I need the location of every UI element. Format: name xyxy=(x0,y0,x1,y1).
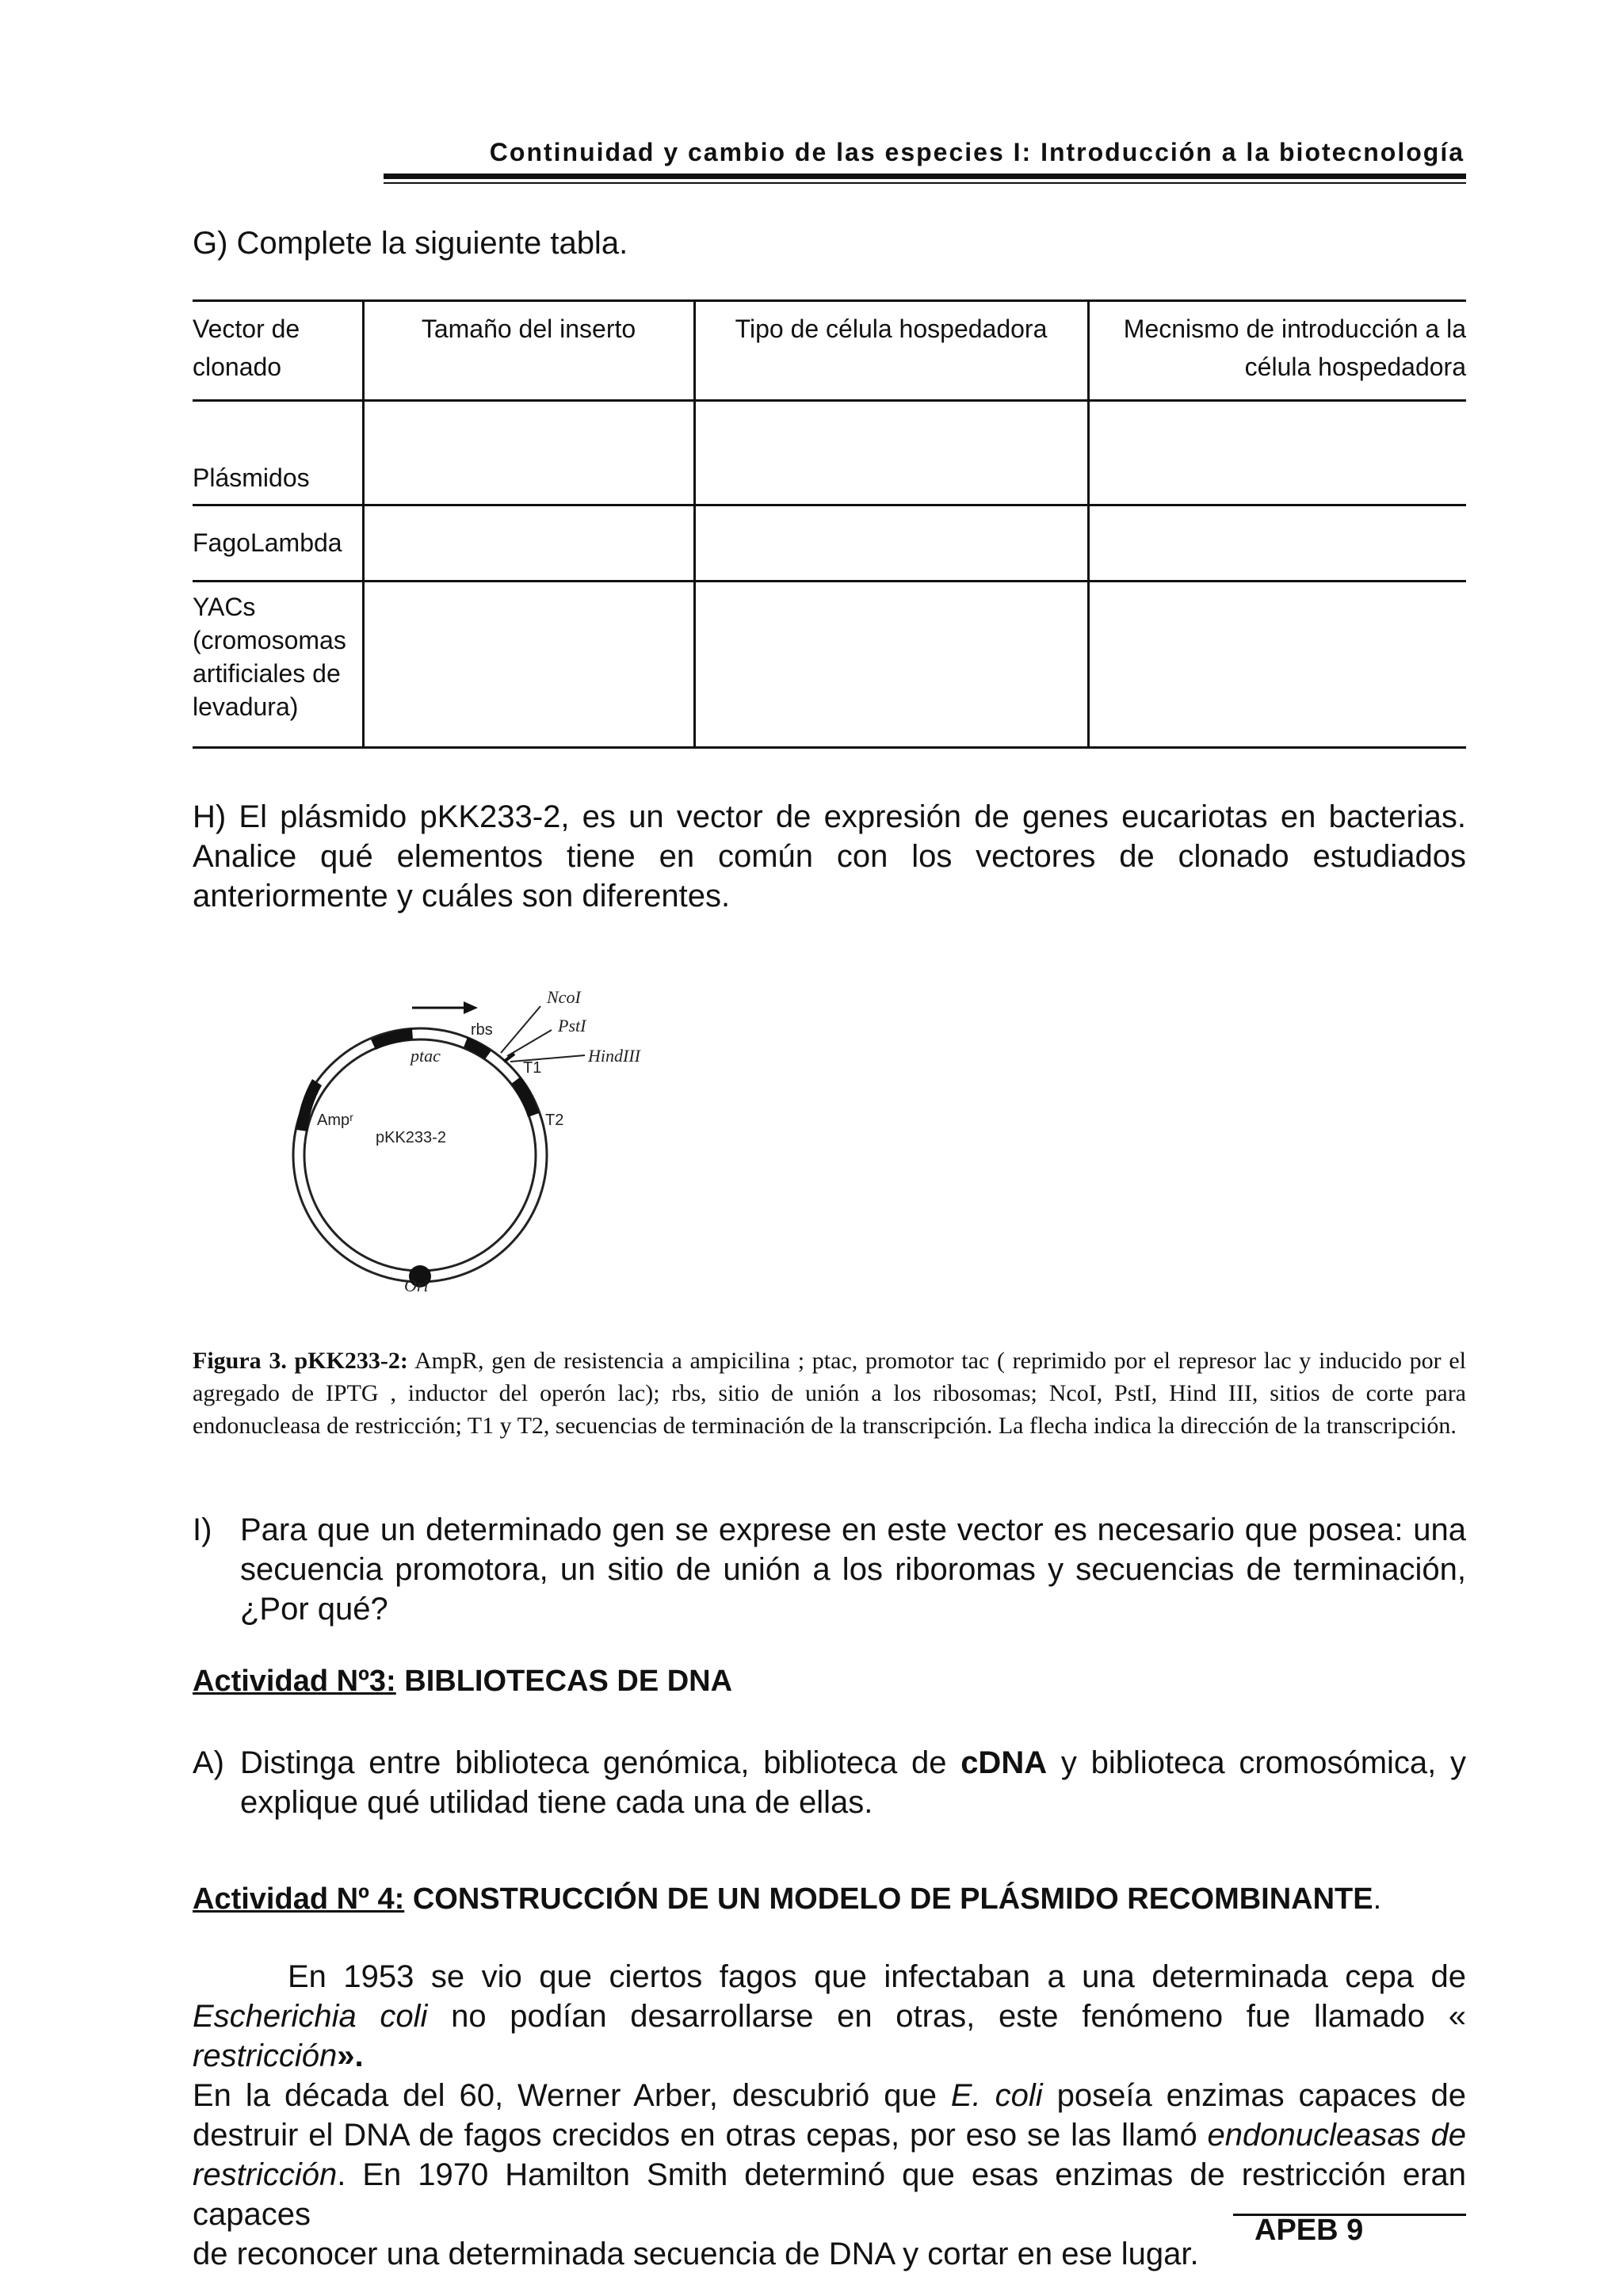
psti-label: PstI xyxy=(558,1016,586,1035)
activity3-heading xyxy=(193,1665,732,1699)
table-cell[interactable] xyxy=(1088,505,1466,582)
ncoi-line xyxy=(501,1006,540,1053)
row-label-yacs: YACs (cromosomas artificiales de levadura) xyxy=(193,582,363,748)
caption-label: Figura 3. pKK233-2: xyxy=(193,1348,408,1374)
activity4-label: Actividad Nº 4: xyxy=(193,1882,405,1916)
hindiii-line xyxy=(510,1055,585,1062)
row-label-phage-lambda: FagoLambda xyxy=(193,505,363,582)
plasmid-inner-circle xyxy=(304,1039,536,1271)
col-header-insert-size: Tamaño del inserto xyxy=(363,301,694,401)
ampr-label: Ampʳ xyxy=(317,1112,353,1129)
activity3-question: Distinga entre biblioteca genómica, biblioteca de cDNA y biblioteca cromosómica, y explique qué utilidad tiene cada una de ellas. xyxy=(240,1745,1467,1820)
ptac-label: ptac xyxy=(411,1046,441,1066)
activity3-title: BIBLIOTECAS DE DNA xyxy=(395,1665,733,1698)
plasmid-outer-circle xyxy=(293,1028,547,1282)
header-rule-thin xyxy=(384,182,1466,184)
table-row xyxy=(193,505,1466,582)
table-header-row xyxy=(193,301,1466,401)
hindiii-label: HindIII xyxy=(588,1046,640,1066)
plasmid-map-figure xyxy=(285,974,666,1295)
ncoi-label: NcoI xyxy=(547,987,581,1007)
table-cell[interactable] xyxy=(363,582,694,748)
para-line: destruir el DNA de fagos crecidos en otras cepas, por eso se las llamó endonucleasas de xyxy=(193,2118,1466,2153)
t1-label: T1 xyxy=(523,1059,542,1077)
para-line: En 1953 se vio que ciertos fagos que infectaban a una determinada cepa de xyxy=(288,1959,1466,1994)
table-cell[interactable] xyxy=(363,401,694,505)
table-cell[interactable] xyxy=(1088,582,1466,748)
para-line: restricción. En 1970 Hamilton Smith determinó que esas enzimas de restricción eran capaces xyxy=(193,2157,1466,2232)
para-line: En la década del 60, Werner Arber, descubrió que E. coli poseía enzimas capaces de xyxy=(193,2078,1466,2113)
col-header-host-cell: Tipo de célula hospedadora xyxy=(694,301,1088,401)
page-number: APEB 9 xyxy=(1254,2214,1364,2247)
activity3-label: Actividad Nº3: xyxy=(193,1665,396,1698)
section-h-text: H) El plásmido pKK233-2, es un vector de expresión de genes eucariotas en bacterias. Analice qué elementos tiene en común con los vectores de clonado estudiados anteriormente y cuáles son diferentes. xyxy=(193,799,1466,913)
psti-line xyxy=(507,1030,552,1056)
table-row xyxy=(193,582,1466,748)
col-header-mechanism: Mecnismo de introducción a la célula hospedadora xyxy=(1088,301,1466,401)
activity4-title: CONSTRUCCIÓN DE UN MODELO DE PLÁSMIDO RECOMBINANTE xyxy=(404,1882,1373,1916)
table-row xyxy=(193,401,1466,505)
cdna-bold: cDNA xyxy=(960,1745,1048,1780)
para-line: de reconocer una determinada secuencia de DNA y cortar en ese lugar. xyxy=(193,2237,1199,2271)
activity3-marker: A) xyxy=(193,1745,224,1780)
table-cell[interactable] xyxy=(694,401,1088,505)
para-line: Escherichia coli no podían desarrollarse en otras, este fenómeno fue llamado « restricción». xyxy=(193,1999,1467,2073)
table-cell[interactable] xyxy=(694,582,1088,748)
vector-table xyxy=(193,299,1466,749)
row-label-plasmids: Plásmidos xyxy=(193,401,363,505)
t2-label: T2 xyxy=(545,1112,564,1129)
section-i-marker: I) xyxy=(193,1512,212,1547)
table-cell[interactable] xyxy=(363,505,694,582)
plasmid-name-label: pKK233-2 xyxy=(376,1129,446,1146)
caption-text: AmpR, gen de resistencia a ampicilina ; ptac, promotor tac ( reprimido por el represor lac y inducido por el agregado de IPTG , inductor del operón lac); rbs, sitio de unión a los ribosomas; NcoI, PstI, Hind III, sitios de corte para endonucleasa de restricción; T1 y T2, secuencias de terminación de la transcripción. La flecha indica la dirección de la transcripción. xyxy=(193,1348,1466,1439)
figure-caption xyxy=(193,1344,1466,1442)
section-g-title: G) Complete la siguiente tabla. xyxy=(193,226,628,261)
header-rule-thick xyxy=(384,174,1466,179)
activity4-heading: Actividad Nº 4: CONSTRUCCIÓN DE UN MODELO DE PLÁSMIDO RECOMBINANTE. xyxy=(193,1882,1382,1916)
col-header-vector: Vector de clonado xyxy=(193,301,363,401)
rbs-label: rbs xyxy=(471,1021,493,1039)
table-cell[interactable] xyxy=(694,505,1088,582)
running-header: Continuidad y cambio de las especies I: Introducción a la biotecnología xyxy=(489,138,1465,166)
arrow-head xyxy=(464,1001,478,1014)
section-i-text: Para que un determinado gen se exprese en este vector es necesario que posea: una secuencia promotora, un sitio de unión a los riboromas y secuencias de terminación, ¿Por qué? xyxy=(240,1512,1466,1627)
ori-label: Ori xyxy=(404,1276,429,1295)
table-cell[interactable] xyxy=(1088,401,1466,505)
